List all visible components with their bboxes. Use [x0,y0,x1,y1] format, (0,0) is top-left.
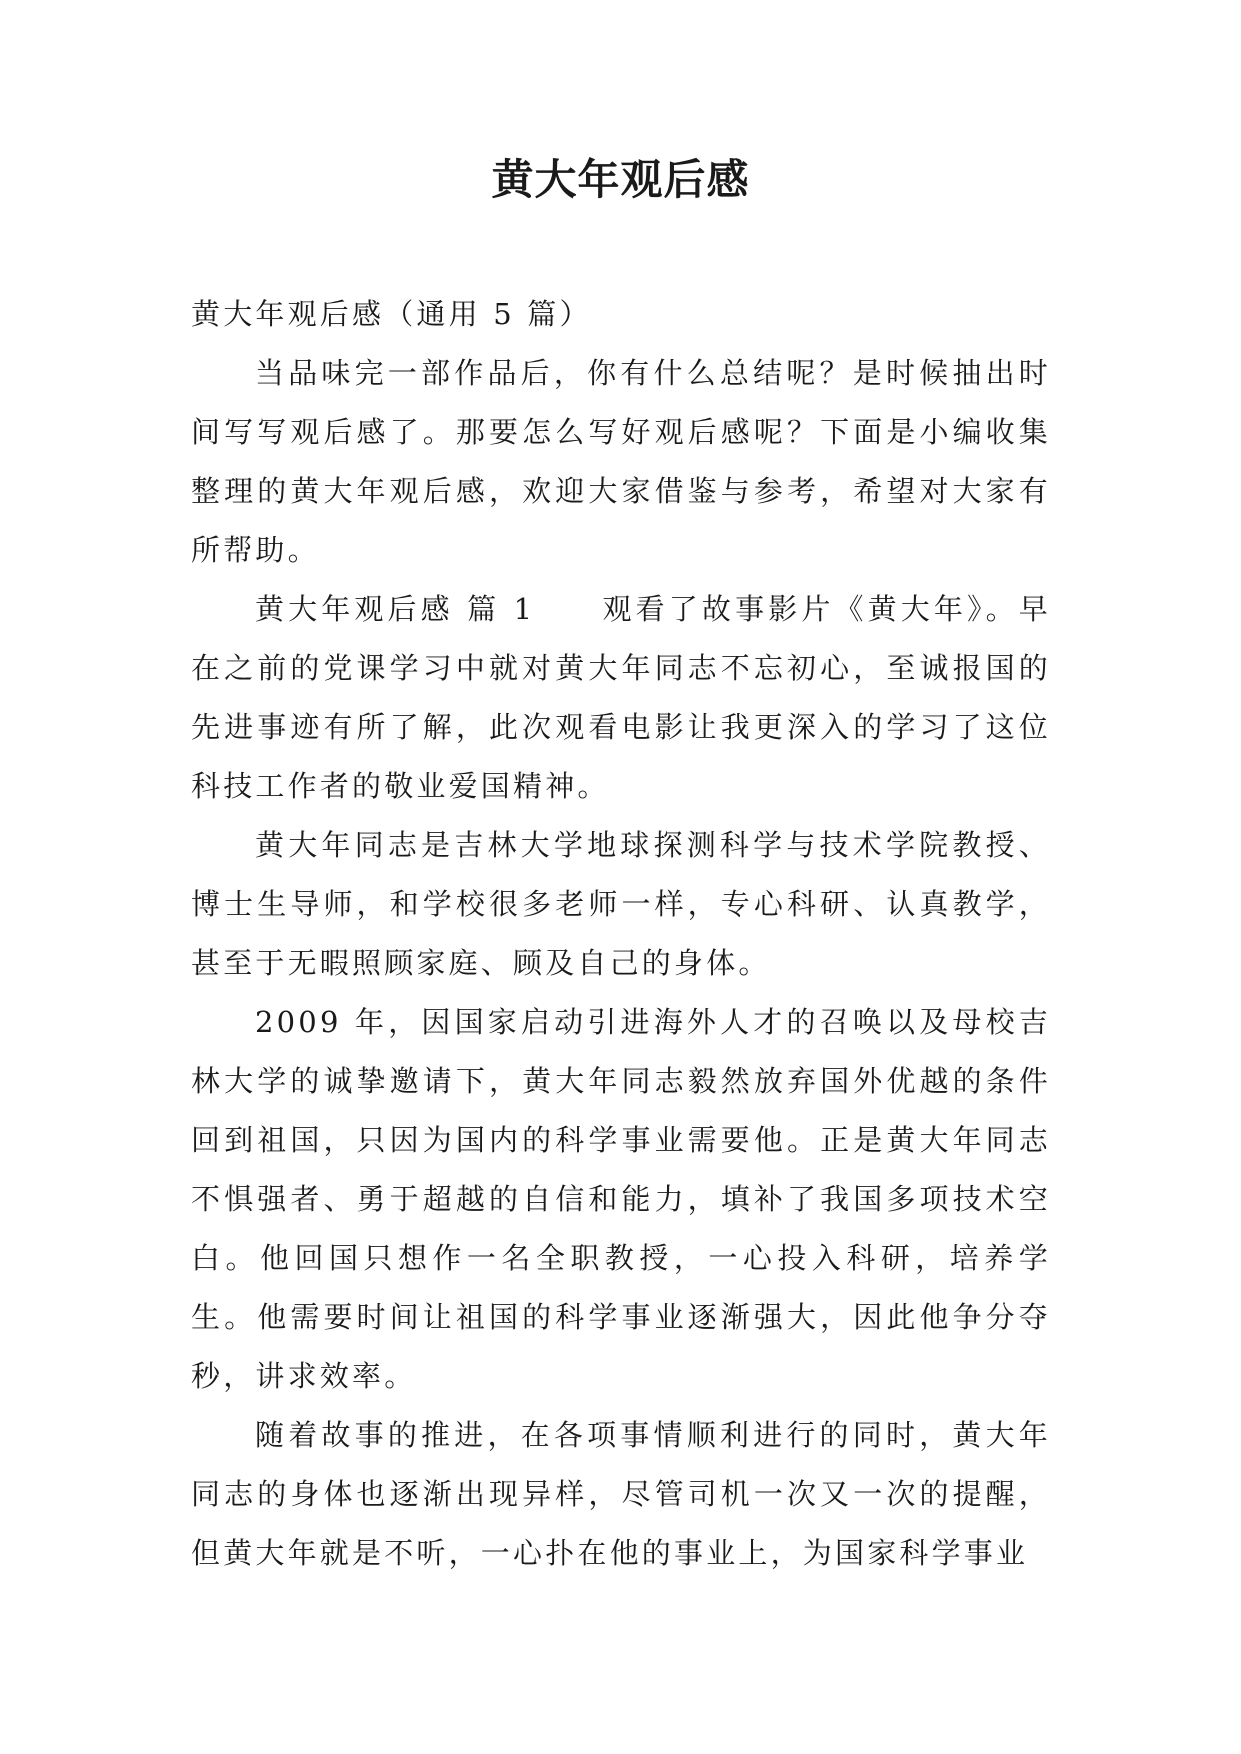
document-title: 黄大年观后感 [491,155,750,204]
body-paragraph: 黄大年同志是吉林大学地球探测科学与技术学院教授、博士生导师，和学校很多老师一样，专心科研、认真教学，甚至于无暇照顾家庭、顾及自己的身体。 [191,828,1051,980]
body-paragraph: 2009 年，因国家启动引进海外人才的召唤以及母校吉林大学的诚挚邀请下，黄大年同志毅然放弃国外优越的条件回到祖国，只因为国内的科学事业需要他。正是黄大年同志不惧强者、勇于超越的自信和能力，填补了我国多项技术空白。他回国只想作一名全职教授，一心投入科研，培养学生。他需要时间让祖国的科学事业逐渐强大，因此他争分夺秒，讲求效率。 [191,1005,1051,1393]
subtitle-paragraph: 黄大年观后感（通用 5 篇） [191,297,592,331]
body-paragraph: 随着故事的推进，在各项事情顺利进行的同时，黄大年同志的身体也逐渐出现异样，尽管司机一次又一次的提醒，但黄大年就是不听，一心扑在他的事业上，为国家科学事业 [191,1418,1051,1570]
body-paragraph: 黄大年观后感 篇 1 观看了故事影片《黄大年》。早在之前的党课学习中就对黄大年同志不忘初心，至诚报国的先进事迹有所了解，此次观看电影让我更深入的学习了这位科技工作者的敬业爱国精神。 [191,592,1051,803]
intro-paragraph: 当品味完一部作品后，你有什么总结呢？是时候抽出时间写写观后感了。那要怎么写好观后感呢？下面是小编收集整理的黄大年观后感，欢迎大家借鉴与参考，希望对大家有所帮助。 [191,356,1051,567]
document-body [191,285,1051,1583]
